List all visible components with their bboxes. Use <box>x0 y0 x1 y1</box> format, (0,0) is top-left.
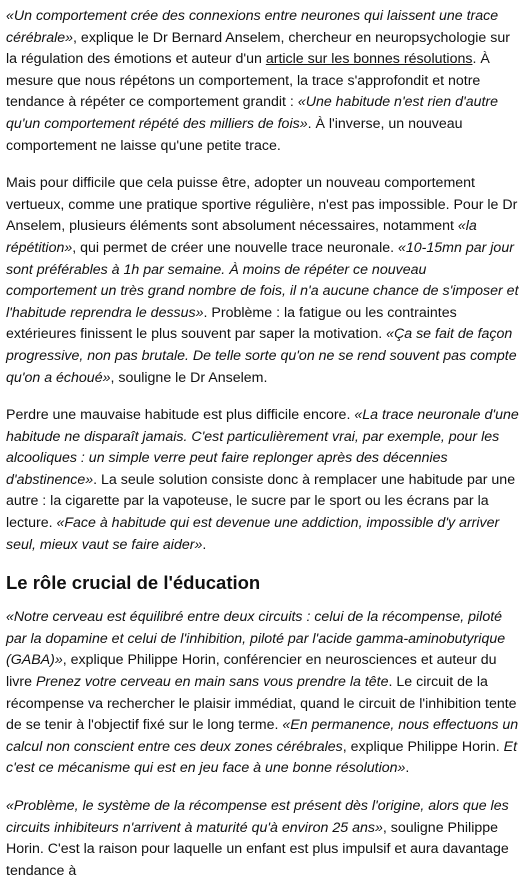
quote-text: «10-15mn par jour sont préférables à 1h par semaine. À moins de répéter ce nouveau comportement un très grand nombre de fois, il n'a aucune chance de s'imposer et l'habitude reprendra le dessus» <box>6 239 519 321</box>
body-text: . À l'inverse, un nouveau comportement ne laisse qu'une petite trace. <box>6 115 463 154</box>
paragraph <box>6 173 520 389</box>
body-text: , souligne le Dr Anselem. <box>110 369 268 386</box>
body-text: . La seule solution consiste donc à remplacer une habitude par une autre : la cigarette par la vapoteuse, le sucre par le sport ou les écrans par la lecture. <box>6 471 516 532</box>
quote-text: «Notre cerveau est équilibré entre deux circuits : celui de la récompense, piloté par la dopamine et celui de l'inhibition, piloté par l'acide gamma-aminobutyrique (GABA)» <box>6 609 506 669</box>
body-text: . <box>202 536 207 553</box>
body-text: , souligne Philippe Horin. C'est la raison pour laquelle un enfant est plus impulsif et aura davantage tendance à <box>6 819 509 879</box>
paragraph <box>6 6 520 157</box>
body-text: . Le circuit de la récompense va rechercher le plaisir immédiat, quand le circuit de l'inhibition tente de se tenir à l'objectif fixé sur le long terme. <box>6 674 517 734</box>
quote-text: «Un comportement crée des connexions entre neurones qui laissent une trace cérébrale» <box>6 8 499 46</box>
quote-text: «Problème, le système de la récompense est présent dès l'origine, alors que les circuits inhibiteurs n'arrivent à maturité qu'à environ 25 ans» <box>6 798 509 836</box>
body-text: , explique le Dr Bernard Anselem, chercheur en neuropsychologie sur la régulation des émotions et auteur d'un <box>6 29 510 68</box>
quote-text: «En permanence, nous effectuons un calcul non conscient entre ces deux zones cérébrales <box>6 717 519 755</box>
body-text: , explique Philippe Horin, conférencier en neurosciences et auteur du livre <box>6 652 497 691</box>
quote-text: «La trace neuronale d'une habitude ne disparaît jamais. C'est particulièrement vrai, par exemple, pour les alcooliques : un simple verre peut faire replonger après des décennies d'abstinence» <box>6 407 519 488</box>
paragraph <box>6 607 520 780</box>
quote-text: Prenez votre cerveau en main sans vous prendre la tête <box>35 674 389 691</box>
body-text: . <box>405 760 410 777</box>
body-text: . À mesure que nous répétons un comportement, la trace s'approfondit et notre tendance à répéter ce comportement grandit : <box>6 51 490 111</box>
quote-text: «Ça se fait de façon progressive, non pas brutale. De telle sorte qu'on ne se rend souvent pas compte qu'on a échoué» <box>6 326 517 386</box>
paragraph <box>6 796 520 882</box>
body-text: Perdre une mauvaise habitude est plus difficile encore. <box>6 407 355 424</box>
quote-text: «Une habitude n'est rien d'autre qu'un comportement répété des milliers de fois» <box>6 94 499 132</box>
body-text: , qui permet de créer une nouvelle trace neuronale. <box>72 239 398 256</box>
body-text: . Problème : la fatigue ou les contraintes extérieures finissent le plus souvent par saper la motivation. <box>6 304 457 343</box>
article-link[interactable]: article sur les bonnes résolutions <box>265 51 473 68</box>
body-text: Mais pour difficile que cela puisse être, adopter un nouveau comportement vertueux, comme une pratique sportive régulière, n'est pas impossible. Pour le Dr Anselem, plusieurs éléments sont absolument nécessaires, notamment <box>6 175 518 235</box>
quote-text: Et c'est ce mécanisme qui est en jeu face à une bonne résolution» <box>6 738 518 777</box>
body-text: , explique Philippe Horin. <box>342 738 504 755</box>
section-heading: Le rôle crucial de l'éducation <box>6 572 261 594</box>
quote-text: «Face à habitude qui est devenue une addiction, impossible d'y arriver seul, mieux vaut se faire aider» <box>6 515 500 553</box>
paragraph <box>6 405 520 556</box>
quote-text: «la répétition» <box>6 218 477 256</box>
